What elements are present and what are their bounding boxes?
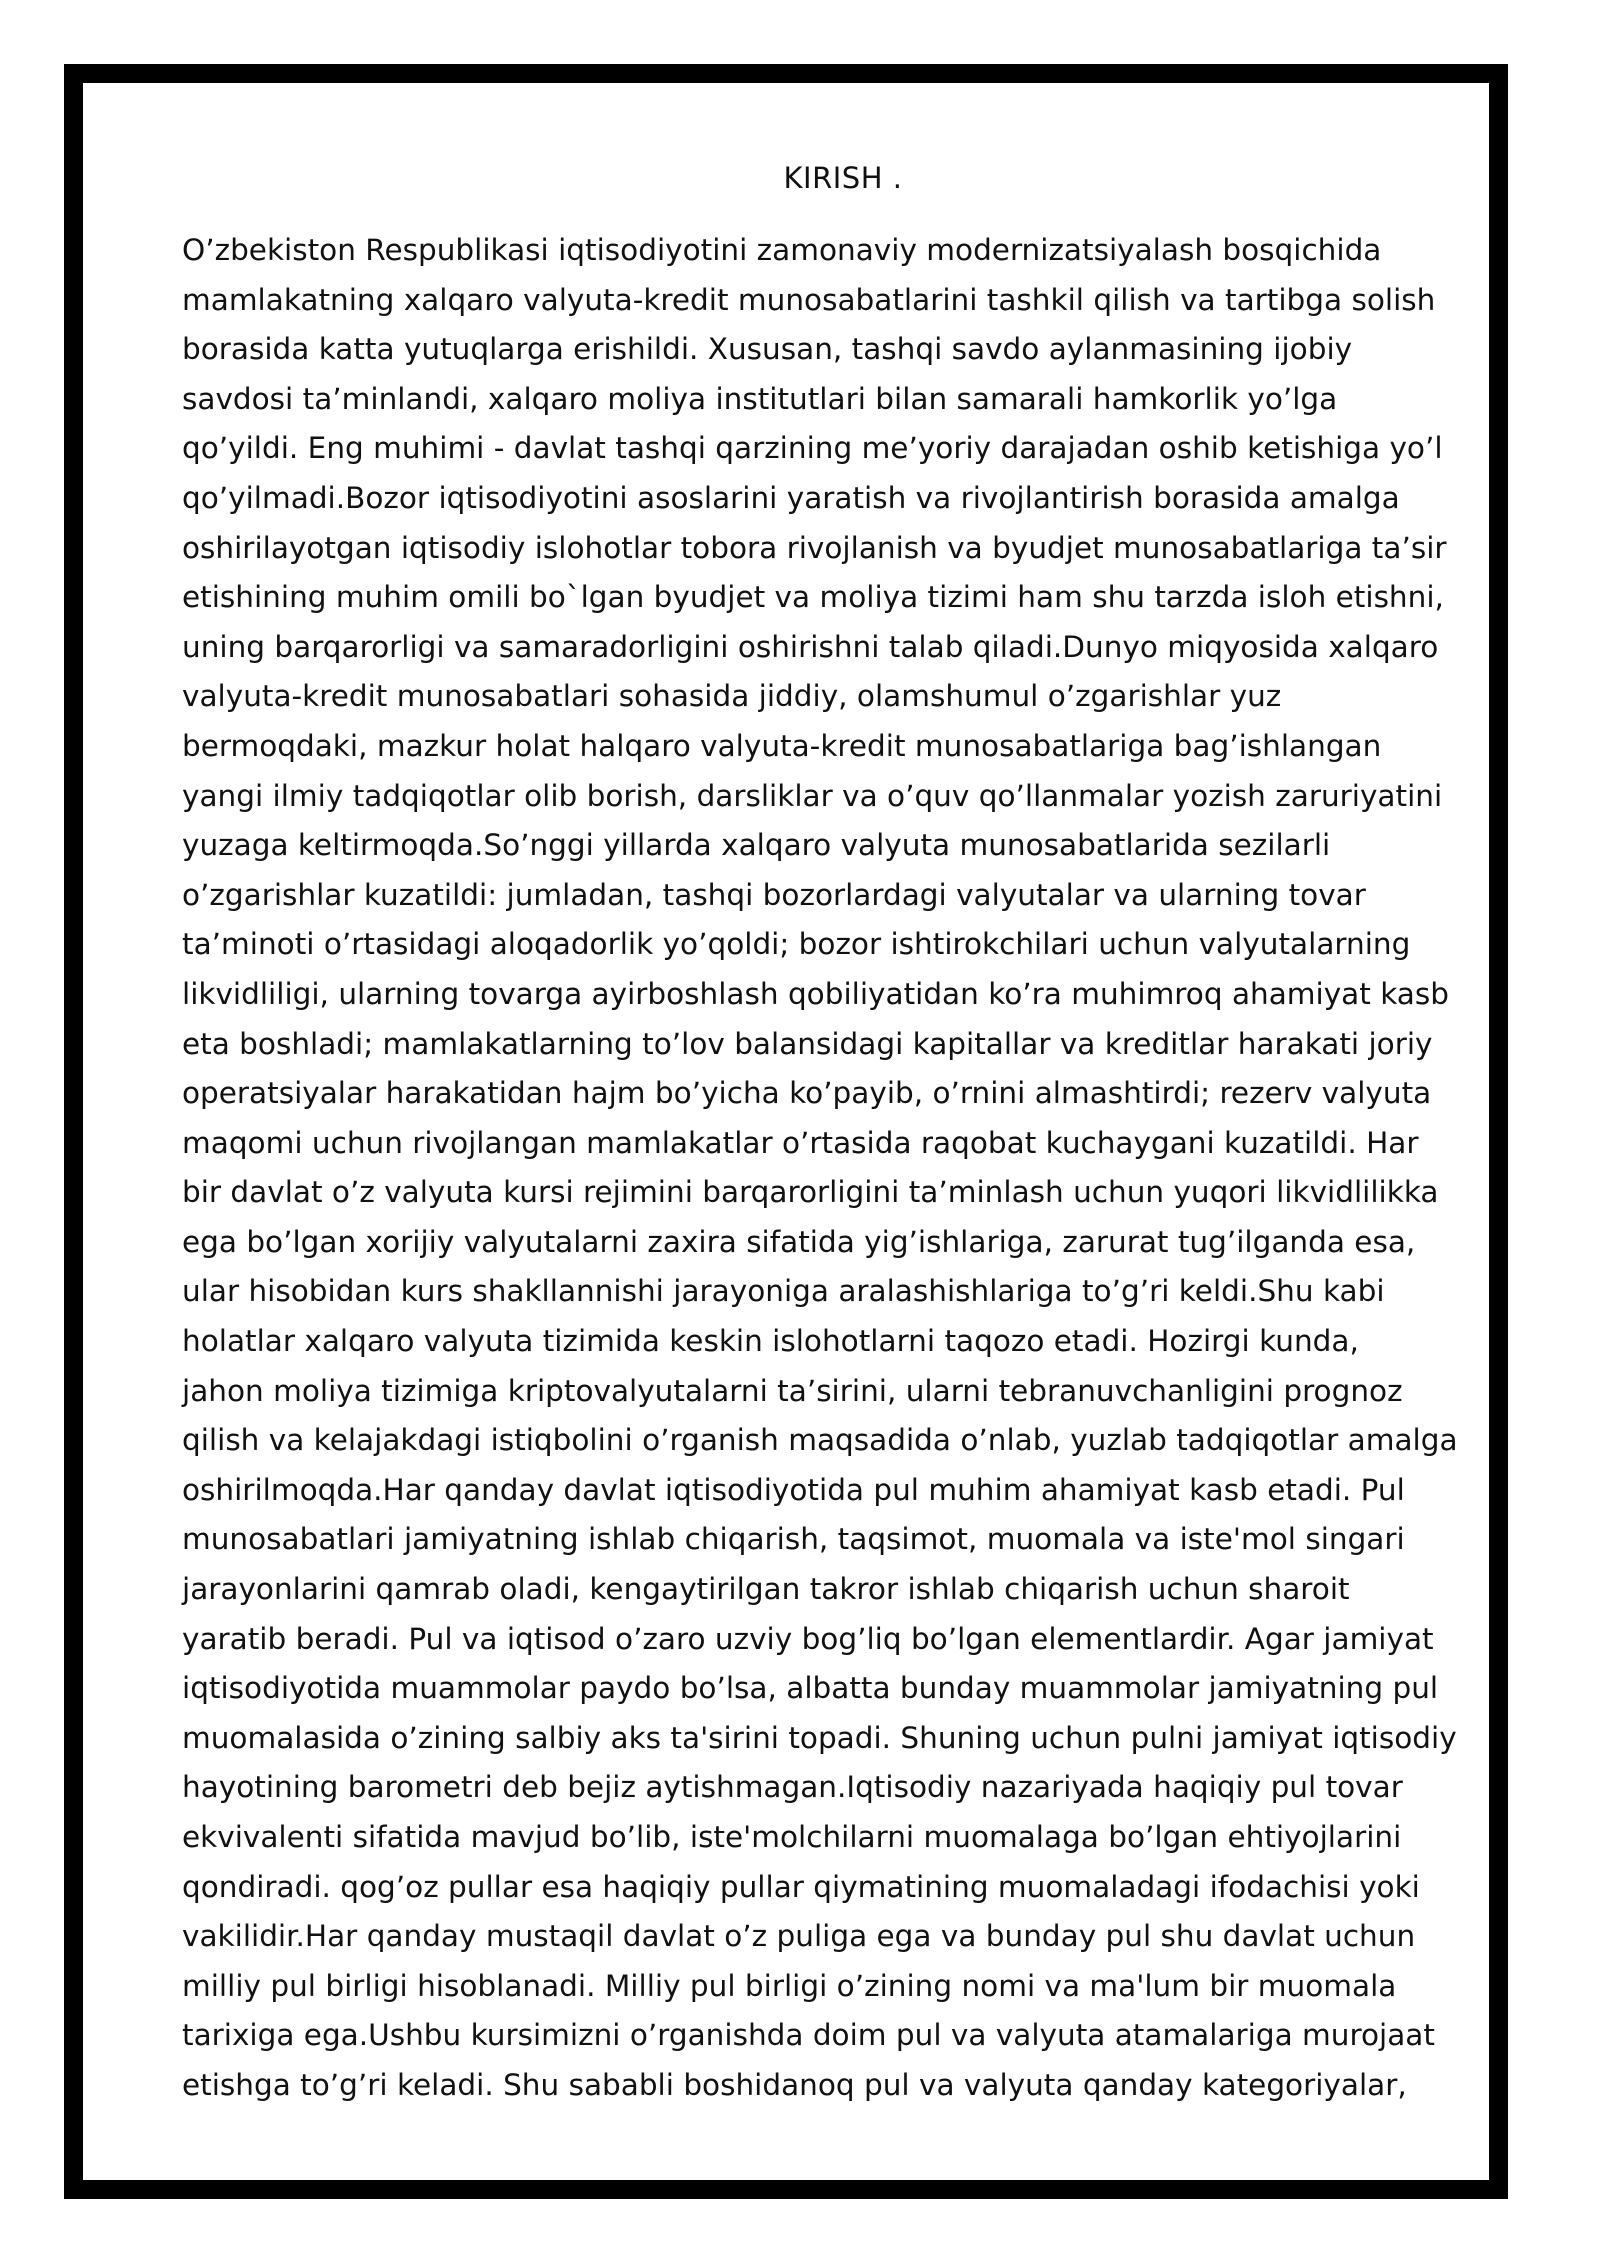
text-line: jahon moliya tizimiga kriptovalyutalarni ta’sirini, ularni tebranuvchanligini prognoz [182, 1373, 1403, 1408]
text-line: ega bo’lgan xorijiy valyutalarni zaxira sifatida yig’ishlariga, zarurat tug’ilganda esa, [182, 1224, 1416, 1259]
text-line: qo’yildi. Eng muhimi - davlat tashqi qarzining me’yoriy darajadan oshib ketishiga yo’l [182, 431, 1443, 466]
text-line: milliy pul birligi hisoblanadi. Milliy pul birligi o’zining nomi va ma'lum bir muomala [182, 1968, 1397, 2003]
text-line: qilish va kelajakdagi istiqbolini o’rganish maqsadida o’nlab, yuzlab tadqiqotlar amalga [182, 1423, 1458, 1458]
text-line: muomalasida o’zining salbiy aks ta'sirini topadi. Shuning uchun pulni jamiyat iqtisodiy [182, 1720, 1457, 1755]
text-line: oshirilayotgan iqtisodiy islohotlar tobora rivojlanish va byudjet munosabatlariga ta’sir [182, 530, 1447, 565]
text-line: borasida katta yutuqlarga erishildi. Xususan, tashqi savdo aylanmasining ijobiy [182, 332, 1353, 367]
text-line: qondiradi. qog’oz pullar esa haqiqiy pullar qiymatining muomaladagi ifodachisi yoki [182, 1869, 1420, 1904]
text-line: yaratib beradi. Pul va iqtisod o’zaro uzviy bog’liq bo’lgan elementlardir. Agar jamiyat [182, 1621, 1434, 1656]
text-line: O’zbekiston Respublikasi iqtisodiyotini zamonaviy modernizatsiyalash bosqichida [182, 233, 1382, 267]
text-line: etishga to’g’ri keladi. Shu sababli boshidanoq pul va valyuta qanday kategoriyalar, [182, 2067, 1407, 2102]
text-line: uning barqarorligi va samaradorligini oshirishni talab qiladi.Dunyo miqyosida xalqaro [182, 629, 1439, 664]
text-line: oshirilmoqda.Har qanday davlat iqtisodiyotida pul muhim ahamiyat kasb etadi. Pul [182, 1472, 1405, 1507]
text-line: bermoqdaki, mazkur holat halqaro valyuta-kredit munosabatlariga bag’ishlangan [182, 728, 1382, 763]
text-line: yangi ilmiy tadqiqotlar olib borish, darsliklar va o’quv qo’llanmalar yozish zaruriyatini [182, 778, 1443, 813]
text-line: savdosi ta’minlandi, xalqaro moliya institutlari bilan samarali hamkorlik yo’lga [182, 381, 1338, 416]
text-line: valyuta-kredit munosabatlari sohasida jiddiy, olamshumul o’zgarishlar yuz [182, 679, 1282, 714]
text-line: yuzaga keltirmoqda.So’nggi yillarda xalqaro valyuta munosabatlarida sezilarli [182, 828, 1331, 863]
text-line: etishining muhim omili bo`lgan byudjet va moliya tizimi ham shu tarzda isloh etishni, [182, 580, 1444, 615]
text-line: maqomi uchun rivojlangan mamlakatlar o’rtasida raqobat kuchaygani kuzatildi. Har [182, 1125, 1419, 1160]
text-line: iqtisodiyotida muammolar paydo bo’lsa, albatta bunday muammolar jamiyatning pul [182, 1671, 1439, 1706]
text-line: eta boshladi; mamlakatlarning to’lov balansidagi kapitallar va kreditlar harakati joriy [182, 1026, 1433, 1061]
text-line: likvidliligi, ularning tovarga ayirboshlash qobiliyatidan ko’ra muhimroq ahamiyat kasb [182, 976, 1449, 1011]
text-line: ta’minoti o’rtasidagi aloqadorlik yo’qoldi; bozor ishtirokchilari uchun valyutalarning [182, 927, 1411, 962]
text-line: o’zgarishlar kuzatildi: jumladan, tashqi bozorlardagi valyutalar va ularning tovar [182, 877, 1366, 912]
text-line: mamlakatning xalqaro valyuta-kredit munosabatlarini tashkil qilish va tartibga solish [182, 282, 1436, 317]
text-line: jarayonlarini qamrab oladi, kengaytirilgan takror ishlab chiqarish uchun sharoit [182, 1572, 1350, 1607]
text-line: hayotining barometri deb bejiz aytishmagan.Iqtisodiy nazariyada haqiqiy pul tovar [182, 1770, 1403, 1805]
text-line: munosabatlari jamiyatning ishlab chiqarish, taqsimot, muomala va iste'mol singari [182, 1522, 1405, 1557]
body-paragraph [182, 226, 1522, 2111]
text-line: operatsiyalar harakatidan hajm bo’yicha ko’payib, o’rnini almashtirdi; rezerv valyuta [182, 1076, 1432, 1111]
text-line: ekvivalenti sifatida mavjud bo’lib, iste'molchilarni muomalaga bo’lgan ehtiyojlarini [182, 1820, 1402, 1854]
text-line: vakilidir.Har qanday mustaqil davlat o’z puliga ega va bunday pul shu davlat uchun [182, 1919, 1416, 1954]
page-title: KIRISH . [783, 161, 903, 195]
text-line: bir davlat o’z valyuta kursi rejimini barqarorligini ta’minlash uchun yuqori likvidlilikka [182, 1175, 1439, 1210]
text-line: tarixiga ega.Ushbu kursimizni o’rganishda doim pul va valyuta atamalariga murojaat [182, 2018, 1435, 2053]
text-line: ular hisobidan kurs shakllannishi jarayoniga aralashishlariga to’g’ri keldi.Shu kabi [182, 1274, 1385, 1309]
text-line: qo’yilmadi.Bozor iqtisodiyotini asoslarini yaratish va rivojlantirish borasida amalga [182, 480, 1400, 515]
text-line: holatlar xalqaro valyuta tizimida keskin islohotlarni taqozo etadi. Hozirgi kunda, [182, 1324, 1359, 1359]
